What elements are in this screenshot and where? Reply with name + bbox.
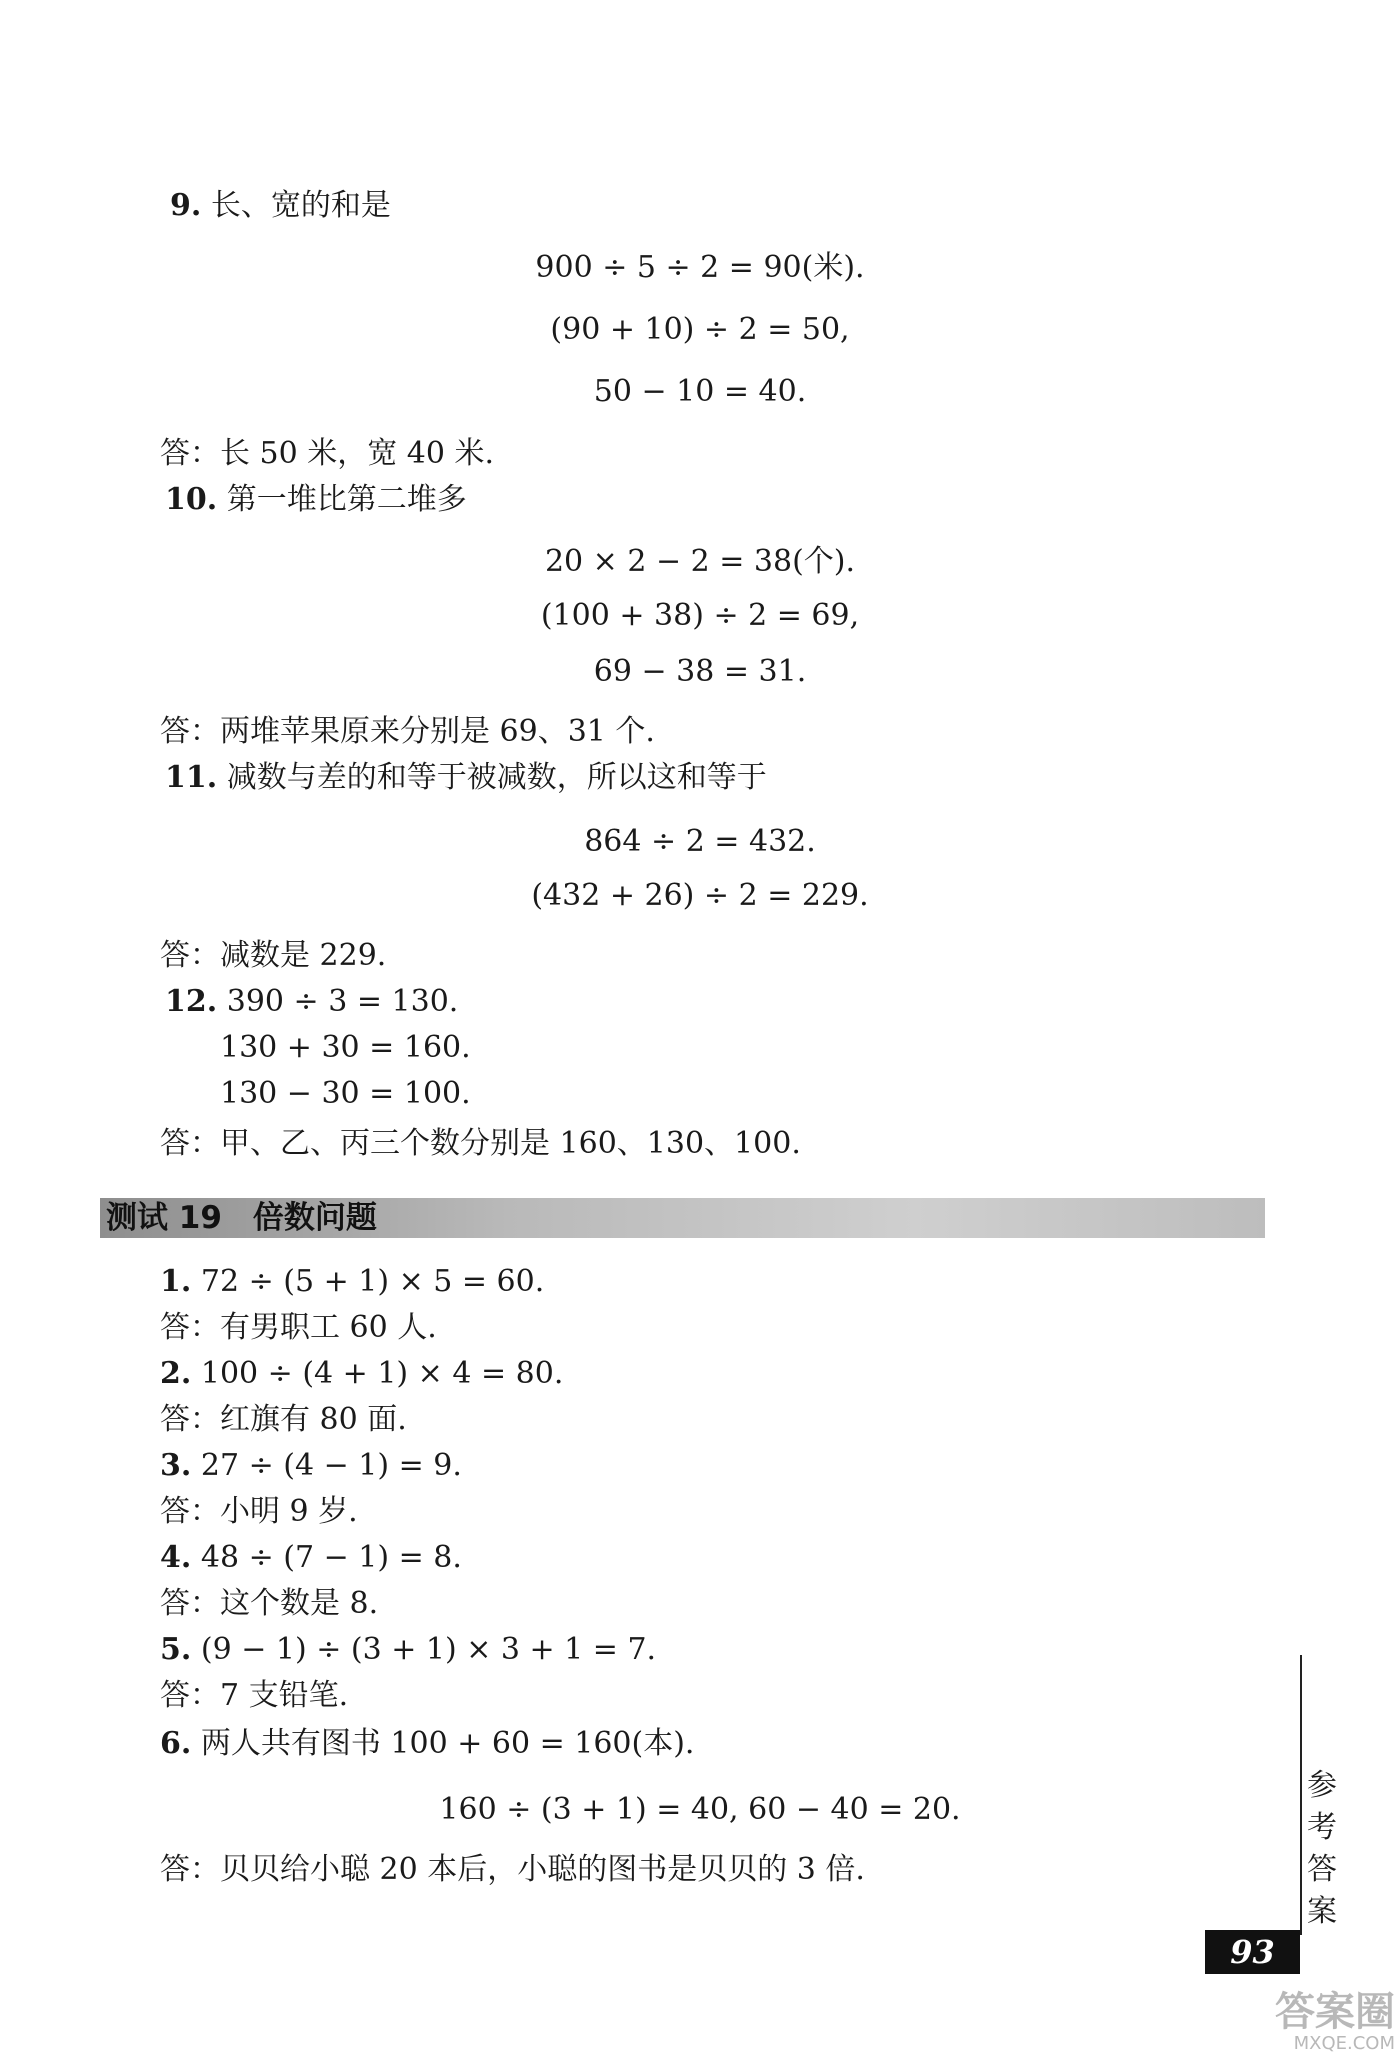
s2-q1-answer: 答：有男职工 60 人.	[160, 1310, 437, 1345]
s2-q2-answer: 答：红旗有 80 面.	[160, 1402, 407, 1437]
q10-eq1: 20 × 2 − 2 = 38(个).	[544, 544, 856, 579]
s2-q5-eq: (9 − 1) ÷ (3 + 1) × 3 + 1 = 7.	[200, 1632, 657, 1667]
page-number: 93	[1205, 1930, 1300, 1974]
s2-q6-text: 两人共有图书 100 + 60 = 160(本).	[200, 1726, 695, 1761]
q9-answer: 答：长 50 米，宽 40 米.	[160, 436, 495, 471]
s2-q6-number: 6.	[160, 1726, 192, 1761]
side-label-reference-answers	[1302, 1765, 1342, 1933]
s2-q2-eq: 100 ÷ (4 + 1) × 4 = 80.	[200, 1356, 564, 1391]
q9-eq3: 50 − 10 = 40.	[593, 374, 807, 409]
q12-answer: 答：甲、乙、丙三个数分别是 160、130、100.	[160, 1126, 801, 1161]
s2-q5	[160, 1630, 656, 1670]
side-label-char: 答	[1307, 1852, 1337, 1887]
side-label-char: 参	[1307, 1768, 1337, 1803]
q10-stem	[165, 480, 467, 520]
q11-text: 减数与差的和等于被减数，所以这和等于	[226, 760, 767, 795]
q9-eq2: (90 + 10) ÷ 2 = 50,	[550, 312, 850, 347]
section-banner	[100, 1198, 1265, 1238]
s2-q1-number: 1.	[160, 1264, 192, 1299]
s2-q5-number: 5.	[160, 1632, 192, 1667]
s2-q3-answer: 答：小明 9 岁.	[160, 1494, 358, 1529]
q12-eq3: 130 − 30 = 100.	[220, 1076, 471, 1111]
s2-q2-number: 2.	[160, 1356, 192, 1391]
q9-stem	[170, 186, 391, 226]
s2-q3-number: 3.	[160, 1448, 192, 1483]
s2-q1-eq: 72 ÷ (5 + 1) × 5 = 60.	[200, 1264, 545, 1299]
s2-q1	[160, 1262, 544, 1302]
q11-eq1: 864 ÷ 2 = 432.	[584, 824, 816, 859]
s2-q3-eq: 27 ÷ (4 − 1) = 9.	[200, 1448, 462, 1483]
s2-q4-eq: 48 ÷ (7 − 1) = 8.	[200, 1540, 462, 1575]
q10-eq2: (100 + 38) ÷ 2 = 69,	[540, 598, 860, 633]
side-label-char: 考	[1307, 1810, 1337, 1845]
q10-number: 10.	[165, 482, 218, 517]
q9-eq1: 900 ÷ 5 ÷ 2 = 90(米).	[535, 250, 865, 285]
q11-stem	[165, 758, 767, 798]
side-label-char: 案	[1307, 1894, 1337, 1929]
s2-q2	[160, 1354, 563, 1394]
s2-q6	[160, 1724, 694, 1764]
q10-answer: 答：两堆苹果原来分别是 69、31 个.	[160, 714, 655, 749]
s2-q5-answer: 答：7 支铅笔.	[160, 1678, 349, 1713]
q12-eq1: 390 ÷ 3 = 130.	[226, 984, 459, 1019]
section-title: 测试 19 倍数问题	[106, 1200, 377, 1236]
watermark-line2: MXQE.COM	[1293, 2033, 1395, 2054]
q12-stem	[165, 982, 458, 1022]
s2-q4-answer: 答：这个数是 8.	[160, 1586, 379, 1621]
q10-eq3: 69 − 38 = 31.	[593, 654, 807, 689]
q9-number: 9.	[170, 188, 202, 223]
s2-q4	[160, 1538, 462, 1578]
q11-eq2: (432 + 26) ÷ 2 = 229.	[531, 878, 869, 913]
q11-answer: 答：减数是 229.	[160, 938, 387, 973]
s2-q4-number: 4.	[160, 1540, 192, 1575]
q12-number: 12.	[165, 984, 218, 1019]
s2-q3	[160, 1446, 462, 1486]
watermark-logo	[1195, 1990, 1395, 2054]
q11-number: 11.	[165, 760, 218, 795]
watermark-line1: 答案圈	[1275, 1989, 1395, 2035]
s2-q6-eq: 160 ÷ (3 + 1) = 40, 60 − 40 = 20.	[439, 1792, 961, 1827]
q9-text: 长、宽的和是	[210, 188, 391, 223]
s2-q6-answer: 答：贝贝给小聪 20 本后，小聪的图书是贝贝的 3 倍.	[160, 1852, 865, 1887]
q10-text: 第一堆比第二堆多	[226, 482, 467, 517]
q12-eq2: 130 + 30 = 160.	[220, 1030, 471, 1065]
